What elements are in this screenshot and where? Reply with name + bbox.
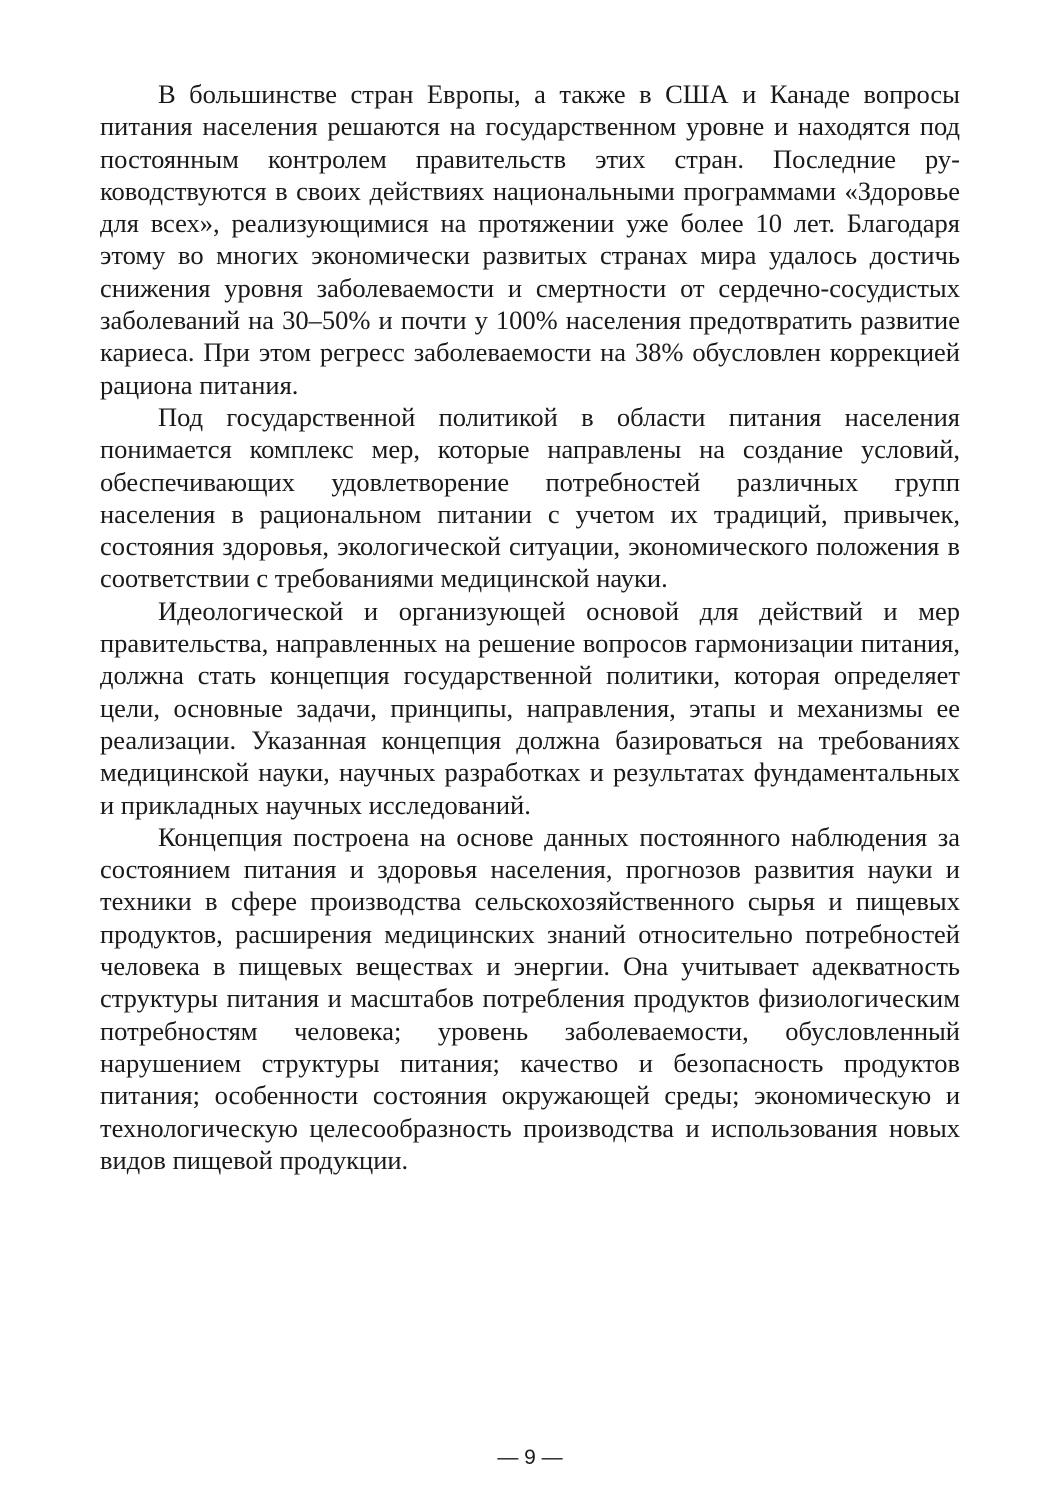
paragraph-1: В большинстве стран Европы, а также в США и Канаде вопросы питания населения решаются на государственном уровне и находятся под постоянным контролем правительств этих стран. Последние руководствуются в своих действиях национальными программами «Здоровье для всех», реализующимися на протяжении уже более 10 лет. Благодаря этому во многих экономически развитых странах мира удалось достичь снижения уровня заболеваемости и смертности от сердечно-сосудистых заболеваний на 30–50% и почти у 100% населения предотвратить развитие кариеса. При этом регресс заболеваемости на 38% обусловлен коррекцией рациона питания. [100,79,960,400]
paragraph-4: Концепция построена на основе данных постоянного наблюдения за состоянием питания и здоровья населения, прогнозов развития науки и техники в сфере производства сельскохозяйственного сырья и пищевых продуктов, расширения медицинских знаний относительно потребностей человека в пищевых веществах и энергии. Она учитывает адекватность структуры питания и масштабов потребления продуктов физиологическим потребностям человека; уровень заболеваемости, обусловленный нарушением структуры питания; качество и безопасность продуктов питания; особенности состояния окружающей среды; экономическую и технологическую целесообразность производства и использования новых видов пищевой продукции. [100,821,960,1175]
document-body [100,78,960,1176]
paragraph-2: Под государственной политикой в области питания населения понимается комплекс мер, которые направлены на создание условий, обеспечивающих удовлетворение потребностей различных групп населения в рациональном питании с учетом их традиций, привычек, состояния здоровья, экологической ситуации, экономического положения в соответствии с требованиями медицинской науки. [100,401,960,594]
page-number: — 9 — [497,1446,563,1469]
paragraph-3: Идеологической и организующей основой для действий и мер правительства, направленных на решение вопросов гармонизации питания, должна стать концепция государственной политики, которая определяет цели, основные задачи, принципы, направления, этапы и механизмы ее реализации. Указанная концепция должна базироваться на требованиях медицинской науки, научных разработках и результатах фундаментальных и прикладных научных исследований. [100,595,960,820]
